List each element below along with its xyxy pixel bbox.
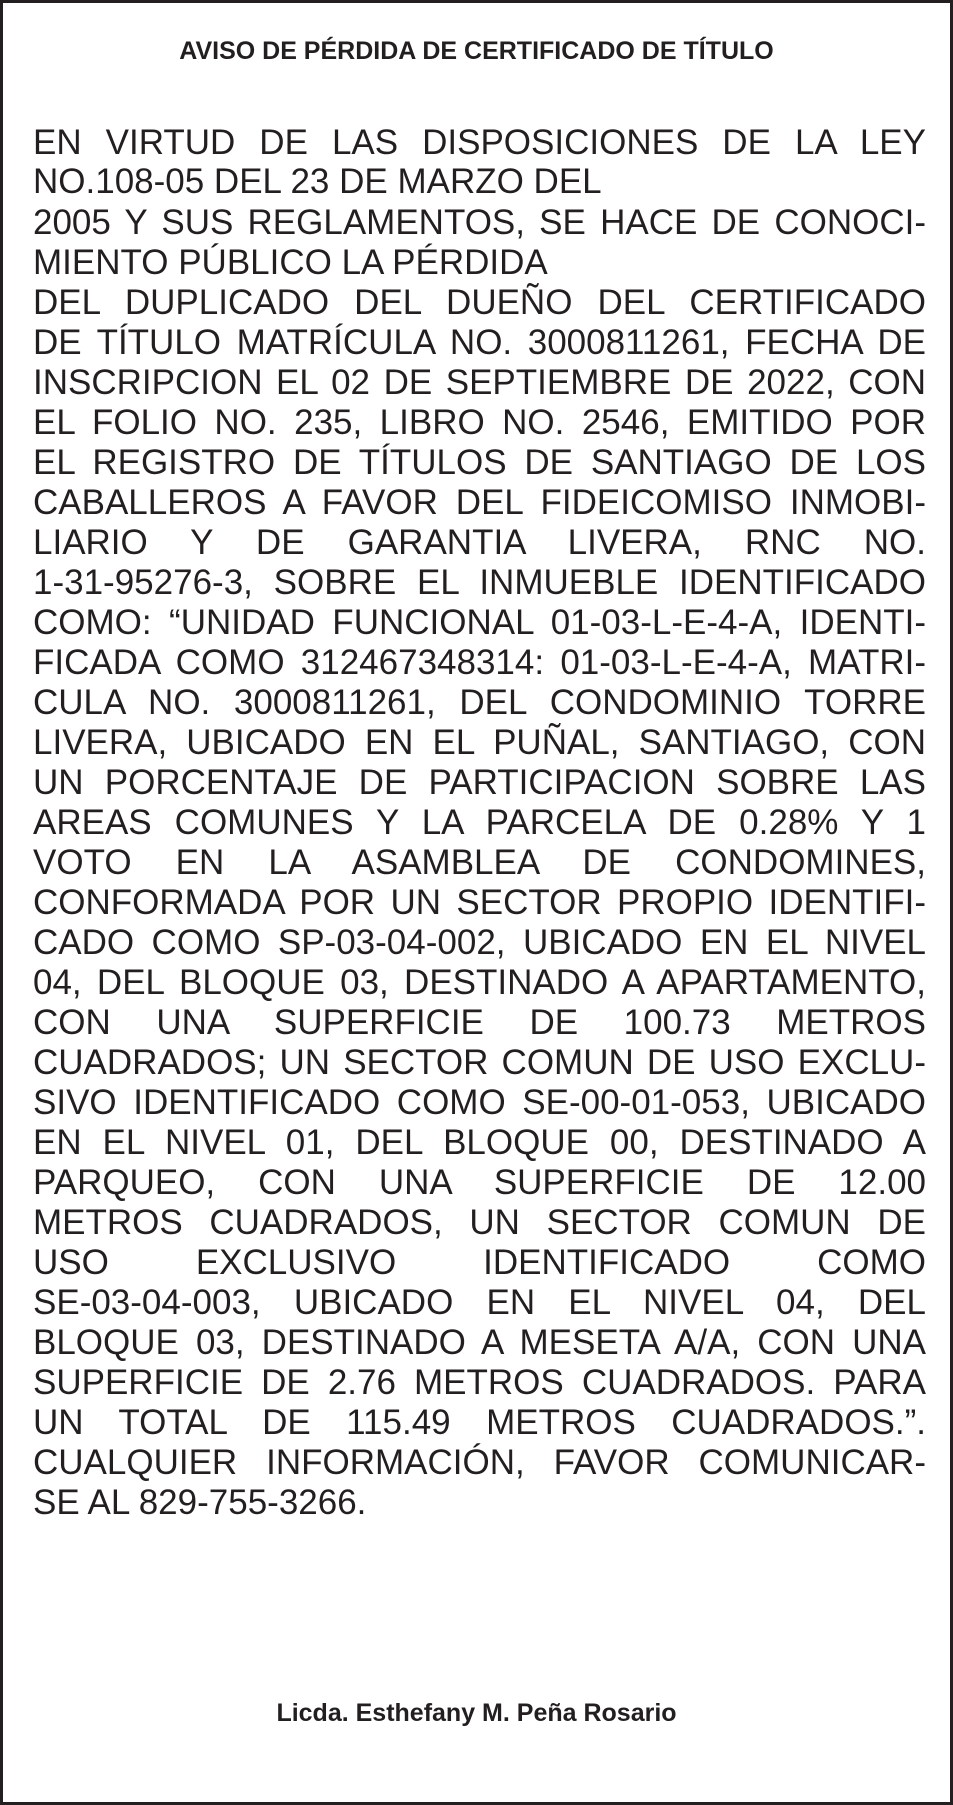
notice-line: CUALQUIER INFORMACIÓN, FAVOR COMUNICAR- bbox=[33, 1443, 926, 1482]
notice-line: CULA NO. 3000811261, DEL CONDOMINIO TORRE bbox=[33, 683, 926, 722]
notice-line: UN PORCENTAJE DE PARTICIPACION SOBRE LAS bbox=[33, 763, 926, 802]
notice-line: FICADA COMO 312467348314: 01-03-L-E-4-A, MATRI- bbox=[33, 643, 926, 682]
notice-line: LIARIO Y DE GARANTIA LIVERA, RNC NO. bbox=[33, 523, 926, 562]
notice-line: 04, DEL BLOQUE 03, DESTINADO A APARTAMENTO, bbox=[33, 963, 926, 1002]
notice-line: COMO: “UNIDAD FUNCIONAL 01-03-L-E-4-A, IDENTI- bbox=[33, 603, 926, 642]
notice-line: 1-31-95276-3, SOBRE EL INMUEBLE IDENTIFICADO bbox=[33, 563, 926, 602]
notice-line: SIVO IDENTIFICADO COMO SE-00-01-053, UBICADO bbox=[33, 1083, 926, 1122]
notice-line: BLOQUE 03, DESTINADO A MESETA A/A, CON UNA bbox=[33, 1323, 926, 1362]
notice-line: EL FOLIO NO. 235, LIBRO NO. 2546, EMITIDO POR bbox=[33, 403, 926, 442]
notice-line: INSCRIPCION EL 02 DE SEPTIEMBRE DE 2022, CON bbox=[33, 363, 926, 402]
notice-line: CONFORMADA POR UN SECTOR PROPIO IDENTIFI- bbox=[33, 883, 926, 922]
notice-line: CADO COMO SP-03-04-002, UBICADO EN EL NIVEL bbox=[33, 923, 926, 962]
notice-line: VOTO EN LA ASAMBLEA DE CONDOMINES, bbox=[33, 843, 926, 882]
notice-line: EL REGISTRO DE TÍTULOS DE SANTIAGO DE LOS bbox=[33, 443, 926, 482]
notice-line: SE AL 829-755-3266. bbox=[33, 1483, 367, 1522]
notice-line: DEL DUPLICADO DEL DUEÑO DEL CERTIFICADO bbox=[33, 283, 926, 322]
notice-line: CON UNA SUPERFICIE DE 100.73 METROS bbox=[33, 1003, 926, 1042]
notice-line: CABALLEROS A FAVOR DEL FIDEICOMISO INMOBI- bbox=[33, 483, 926, 522]
notice-line: EN VIRTUD DE LAS DISPOSICIONES DE LA LEY bbox=[33, 123, 926, 162]
notice-line: SUPERFICIE DE 2.76 METROS CUADRADOS. PARA bbox=[33, 1363, 926, 1402]
notice-line: AREAS COMUNES Y LA PARCELA DE 0.28% Y 1 bbox=[33, 803, 926, 842]
notice-line: DE TÍTULO MATRÍCULA NO. 3000811261, FECHA DE bbox=[33, 323, 926, 362]
notice-line: METROS CUADRADOS, UN SECTOR COMUN DE bbox=[33, 1203, 926, 1242]
notice-line: PARQUEO, CON UNA SUPERFICIE DE 12.00 bbox=[33, 1163, 926, 1202]
notice-line: USO EXCLUSIVO IDENTIFICADO COMO bbox=[33, 1243, 926, 1282]
notice-line: MIENTO PÚBLICO LA PÉRDIDA bbox=[33, 243, 548, 282]
notice-title: AVISO DE PÉRDIDA DE CERTIFICADO DE TÍTULO bbox=[179, 37, 774, 65]
notice-line: NO.108-05 DEL 23 DE MARZO DEL bbox=[33, 162, 602, 201]
signature: Licda. Esthefany M. Peña Rosario bbox=[276, 1699, 677, 1727]
notice-line: SE-03-04-003, UBICADO EN EL NIVEL 04, DEL bbox=[33, 1283, 926, 1322]
notice-line: EN EL NIVEL 01, DEL BLOQUE 00, DESTINADO A bbox=[33, 1123, 926, 1162]
notice-line: 2005 Y SUS REGLAMENTOS, SE HACE DE CONOCI- bbox=[33, 203, 926, 242]
notice-line: LIVERA, UBICADO EN EL PUÑAL, SANTIAGO, CON bbox=[33, 723, 926, 762]
notice-line: UN TOTAL DE 115.49 METROS CUADRADOS.”. bbox=[33, 1403, 926, 1442]
notice-line: CUADRADOS; UN SECTOR COMUN DE USO EXCLU- bbox=[33, 1043, 926, 1082]
